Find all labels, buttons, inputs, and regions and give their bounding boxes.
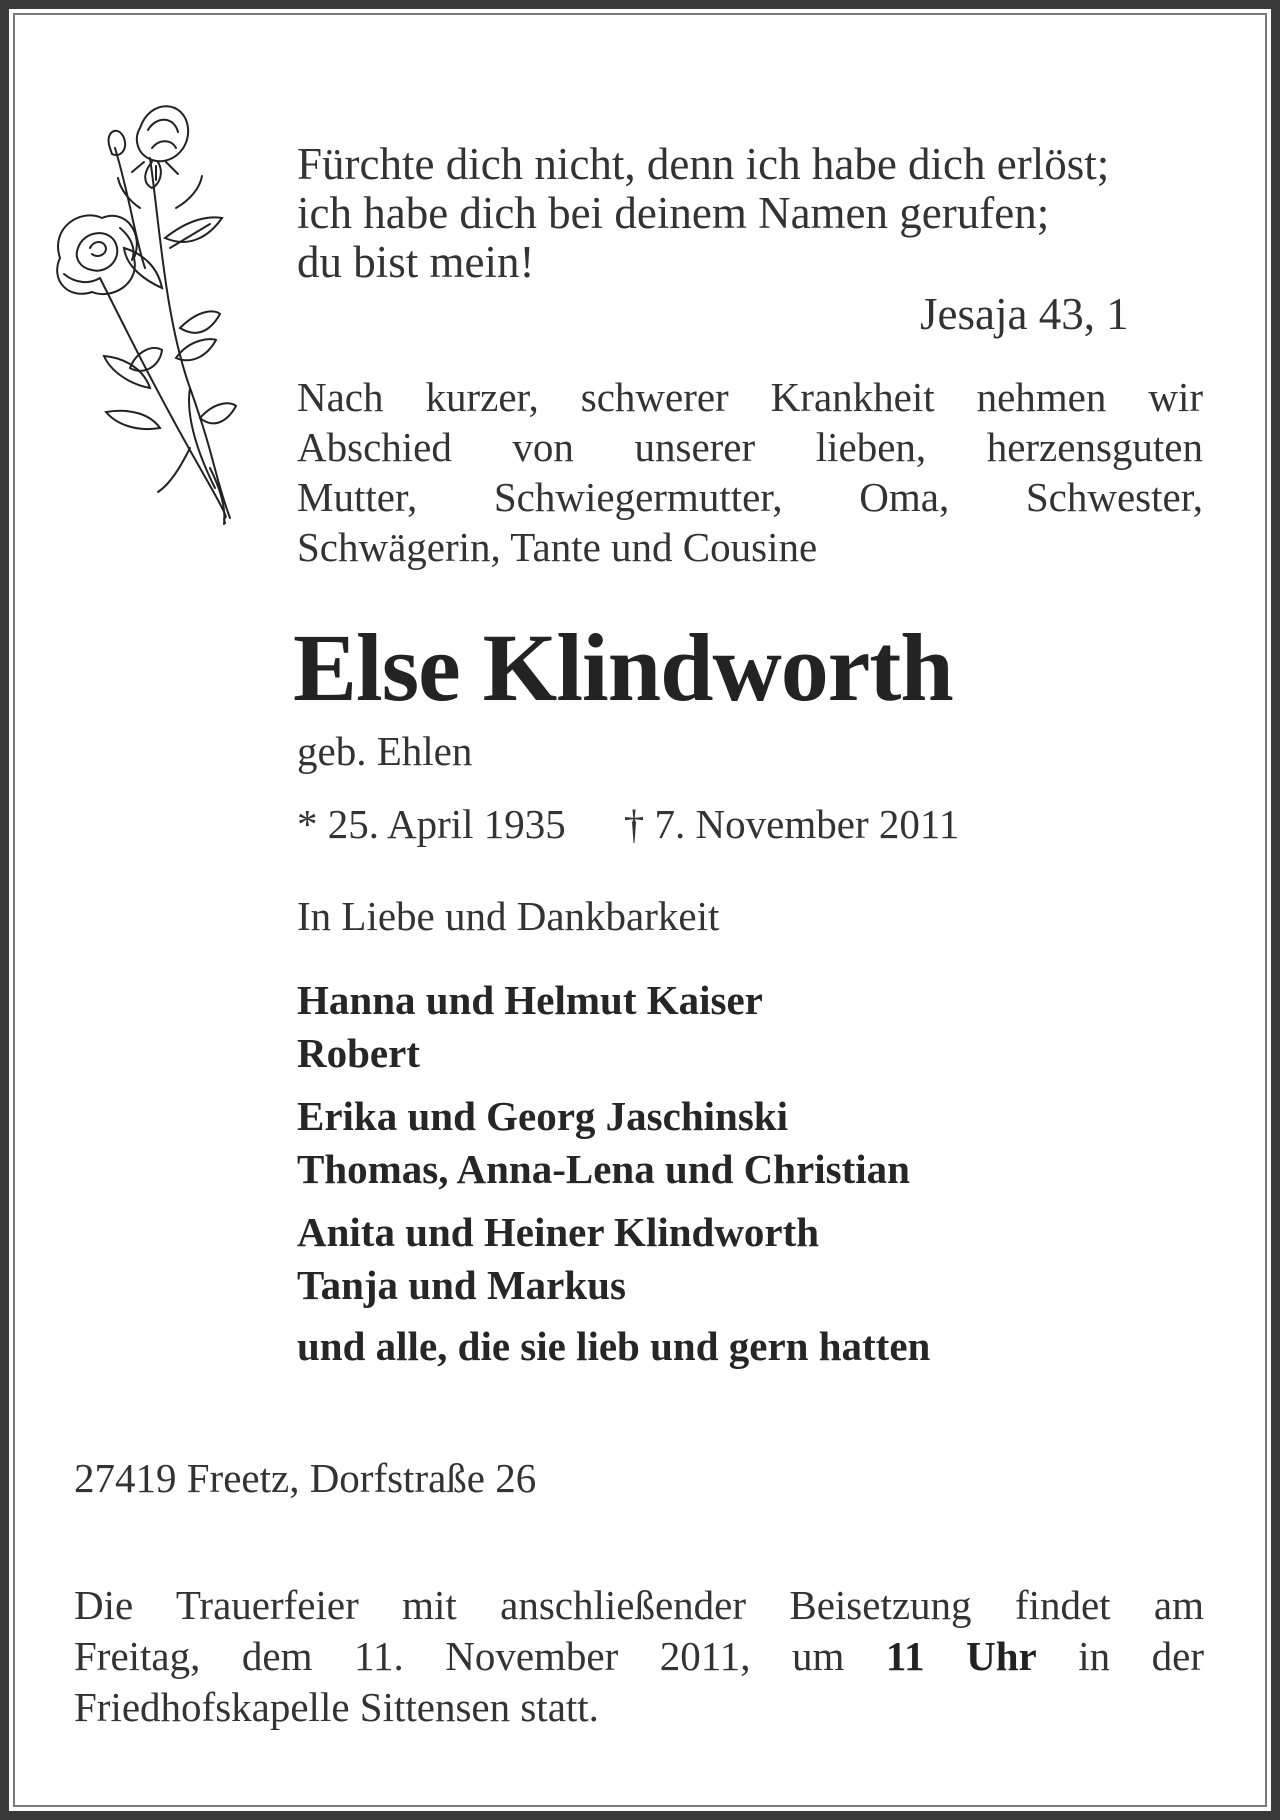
intro-line: Schwägerin, Tante und Cousine: [297, 524, 818, 570]
closing-line: und alle, die sie lieb und gern hatten: [297, 1323, 931, 1369]
rose-sprig-icon: [40, 88, 260, 528]
service-line: Die Trauerfeier mit anschließender Beisetzung findet am: [74, 1582, 1204, 1628]
mourner-line: Anita und Heiner Klindworth: [297, 1209, 820, 1255]
mourner-group: [297, 974, 910, 1080]
birth-date: * 25. April 1935: [297, 801, 566, 847]
service-time: 11 Uhr: [885, 1633, 1037, 1679]
gratitude-line: In Liebe und Dankbarkeit: [297, 893, 720, 939]
service-text: Freitag, dem 11. November 2011, um: [74, 1633, 886, 1679]
mourner-line: Hanna und Helmut Kaiser: [297, 977, 763, 1023]
maiden-name: geb. Ehlen: [297, 728, 473, 774]
deceased-name: Else Klindworth: [293, 614, 953, 721]
service-line: [74, 1631, 1204, 1682]
mourner-group: [297, 1206, 910, 1312]
intro-line: Nach kurzer, schwerer Krankheit nehmen wir: [297, 374, 1203, 420]
life-dates: [297, 800, 959, 848]
service-text: in der: [1036, 1633, 1204, 1679]
intro-line: Abschied von unserer lieben, herzensguten: [297, 424, 1203, 470]
verse-line: ich habe dich bei deinem Namen gerufen;: [297, 188, 1050, 238]
mourner-line: Thomas, Anna-Lena und Christian: [297, 1146, 910, 1192]
service-announcement: [74, 1580, 1204, 1733]
verse-line: Fürchte dich nicht, denn ich habe dich erlöst;: [297, 139, 1110, 189]
mourner-line: Robert: [297, 1030, 420, 1076]
death-date: † 7. November 2011: [623, 801, 960, 847]
mourner-group: [297, 1090, 910, 1196]
mourners-list: [297, 974, 910, 1322]
address: 27419 Freetz, Dorfstraße 26: [74, 1455, 537, 1501]
verse-reference: Jesaja 43, 1: [920, 289, 1129, 339]
intro-paragraph: [297, 372, 1203, 572]
bible-verse: [297, 140, 1109, 287]
verse-line: du bist mein!: [297, 237, 535, 287]
mourner-line: Tanja und Markus: [297, 1262, 626, 1308]
mourner-line: Erika und Georg Jaschinski: [297, 1093, 788, 1139]
intro-line: Mutter, Schwiegermutter, Oma, Schwester,: [297, 474, 1203, 520]
service-line: Friedhofskapelle Sittensen statt.: [74, 1684, 599, 1730]
